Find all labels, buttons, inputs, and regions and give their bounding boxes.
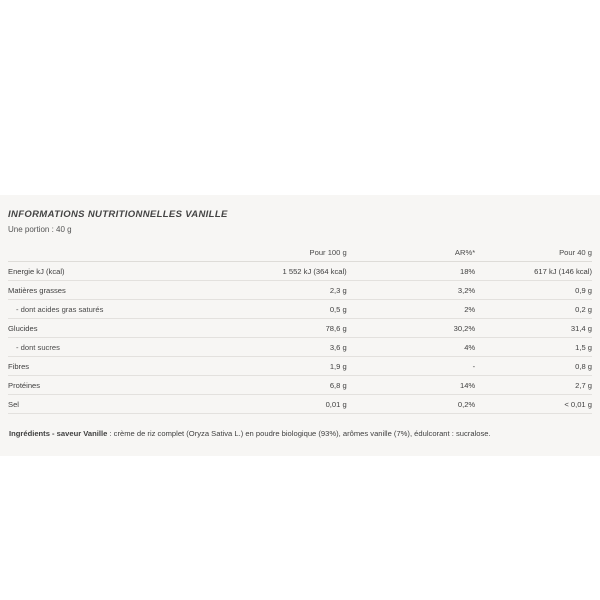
cell-per-40g: < 0,01 g <box>475 395 592 414</box>
cell-nutrient-name: - dont acides gras saturés <box>8 300 218 319</box>
cell-per-100g: 1 552 kJ (364 kcal) <box>218 262 346 281</box>
cell-per-40g: 1,5 g <box>475 338 592 357</box>
column-header-ar-percent: AR%* <box>347 243 475 262</box>
cell-per-100g: 1,9 g <box>218 357 346 376</box>
table-row <box>8 338 592 357</box>
cell-nutrient-name: Protéines <box>8 376 218 395</box>
table-header <box>8 243 592 262</box>
table-header-row <box>8 243 592 262</box>
cell-per-100g: 3,6 g <box>218 338 346 357</box>
column-header-label <box>8 243 218 262</box>
cell-ar-percent: - <box>347 357 475 376</box>
cell-nutrient-name: Energie kJ (kcal) <box>8 262 218 281</box>
cell-per-100g: 6,8 g <box>218 376 346 395</box>
table-row <box>8 319 592 338</box>
nutrition-table <box>8 243 592 414</box>
cell-ar-percent: 3,2% <box>347 281 475 300</box>
table-row <box>8 395 592 414</box>
portion-note: Une portion : 40 g <box>8 225 72 234</box>
cell-ar-percent: 4% <box>347 338 475 357</box>
ingredients-heading: Ingrédients - saveur Vanille <box>9 428 108 438</box>
cell-ar-percent: 0,2% <box>347 395 475 414</box>
table-body <box>8 262 592 414</box>
cell-per-40g: 0,2 g <box>475 300 592 319</box>
ingredients-line <box>0 422 600 439</box>
nutrition-panel <box>0 195 600 456</box>
cell-ar-percent: 2% <box>347 300 475 319</box>
table-row <box>8 281 592 300</box>
table-row <box>8 300 592 319</box>
cell-per-40g: 2,7 g <box>475 376 592 395</box>
cell-per-40g: 0,9 g <box>475 281 592 300</box>
cell-nutrient-name: - dont sucres <box>8 338 218 357</box>
cell-per-40g: 0,8 g <box>475 357 592 376</box>
cell-per-100g: 78,6 g <box>218 319 346 338</box>
column-header-per-100g: Pour 100 g <box>218 243 346 262</box>
cell-ar-percent: 18% <box>347 262 475 281</box>
cell-nutrient-name: Fibres <box>8 357 218 376</box>
cell-nutrient-name: Matières grasses <box>8 281 218 300</box>
ingredients-text: : crème de riz complet (Oryza Sativa L.) en poudre biologique (93%), arômes vanille (7%), édulcorant : sucralose. <box>107 428 491 438</box>
cell-nutrient-name: Sel <box>8 395 218 414</box>
cell-per-100g: 0,5 g <box>218 300 346 319</box>
table-row <box>8 262 592 281</box>
cell-per-40g: 617 kJ (146 kcal) <box>475 262 592 281</box>
table-row <box>8 357 592 376</box>
cell-ar-percent: 30,2% <box>347 319 475 338</box>
column-header-per-40g: Pour 40 g <box>475 243 592 262</box>
table-row <box>8 376 592 395</box>
cell-ar-percent: 14% <box>347 376 475 395</box>
cell-per-100g: 2,3 g <box>218 281 346 300</box>
cell-nutrient-name: Glucides <box>8 319 218 338</box>
panel-title: INFORMATIONS NUTRITIONNELLES VANILLE <box>8 209 228 220</box>
cell-per-40g: 31,4 g <box>475 319 592 338</box>
cell-per-100g: 0,01 g <box>218 395 346 414</box>
